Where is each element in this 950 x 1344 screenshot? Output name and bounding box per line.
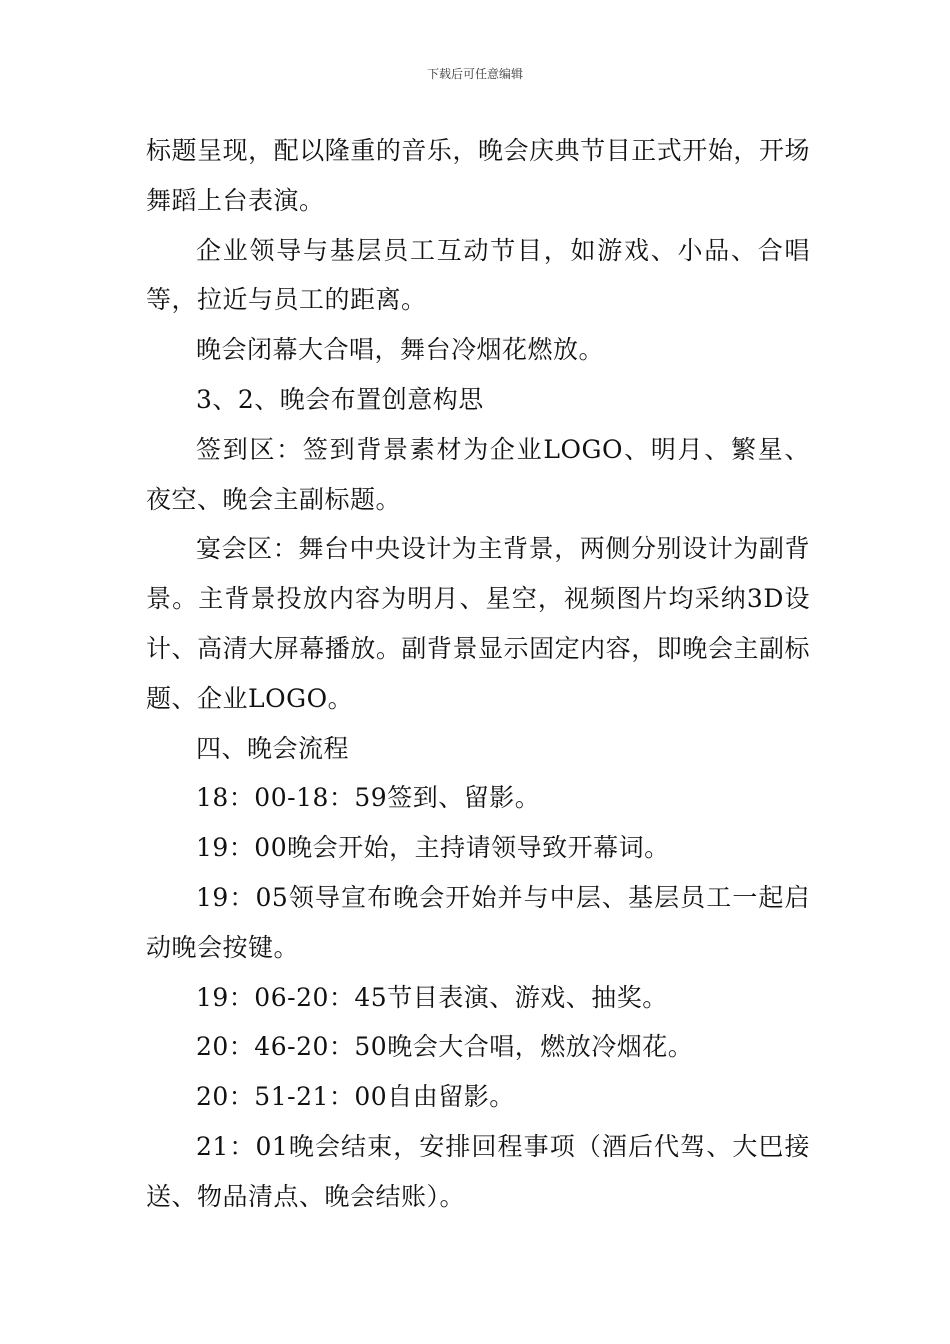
document-body — [146, 126, 810, 1222]
paragraph: 签到区：签到背景素材为企业LOGO、明月、繁星、夜空、晚会主副标题。 — [146, 434, 810, 514]
paragraph: 宴会区：舞台中央设计为主背景，两侧分别设计为副背景。主背景投放内容为明月、星空，视频图片均采纳3D设计、高清大屏幕播放。副背景显示固定内容，即晚会主副标题、企业LOGO。 — [146, 534, 810, 713]
schedule-item: 21：01晚会结束，安排回程事项（酒后代驾、大巴接送、物品清点、晚会结账）。 — [146, 1131, 810, 1211]
page-header: 下载后可任意编辑 — [426, 67, 523, 81]
paragraph: 企业领导与基层员工互动节目，如游戏、小品、合唱等，拉近与员工的距离。 — [146, 235, 810, 315]
section-heading: 四、晚会流程 — [196, 733, 350, 763]
schedule-item: 20：51-21：00自由留影。 — [196, 1082, 515, 1112]
schedule-item: 18：00-18：59签到、留影。 — [196, 783, 541, 813]
paragraph: 晚会闭幕大合唱，舞台冷烟花燃放。 — [196, 335, 605, 365]
schedule-item: 19：06-20：45节目表演、游戏、抽奖。 — [196, 982, 668, 1012]
schedule-item: 20：46-20：50晚会大合唱，燃放冷烟花。 — [196, 1032, 694, 1062]
schedule-item: 19：05领导宣布晚会开始并与中层、基层员工一起启动晚会按键。 — [146, 882, 810, 962]
schedule-item: 19：00晚会开始，主持请领导致开幕词。 — [196, 833, 670, 863]
section-heading: 3、2、晚会布置创意构思 — [196, 384, 484, 414]
paragraph: 标题呈现，配以隆重的音乐，晚会庆典节目正式开始，开场舞蹈上台表演。 — [146, 136, 810, 215]
